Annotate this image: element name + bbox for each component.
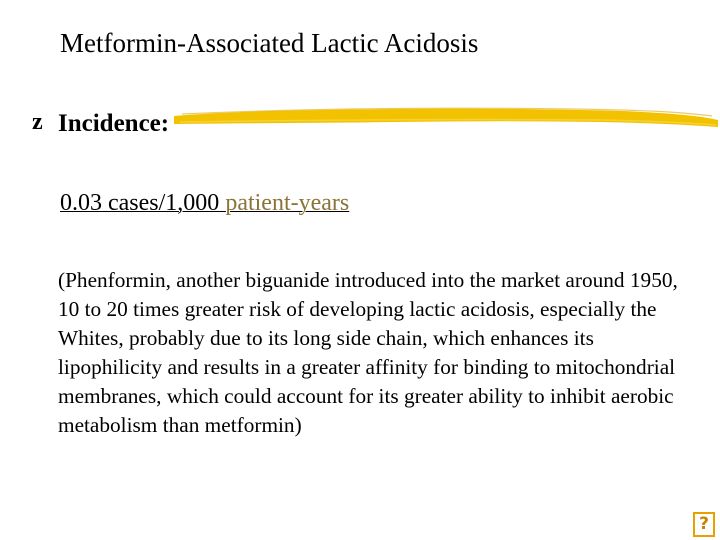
patient-years-link[interactable]: patient-years [225,190,350,216]
bullet-label: Incidence: [58,110,170,137]
stat-value: 0.03 cases/1,000 [60,190,226,216]
help-button[interactable] [693,512,715,537]
help-icon: ? [699,514,709,534]
yellow-brush-stroke [172,100,720,134]
slide-title: Metformin-Associated Lactic Acidosis [60,28,479,58]
z-bullet-icon: z [32,109,43,135]
incidence-stat [60,190,349,217]
phenformin-note: (Phenformin, another biguanide introduced into the market around 1950, 10 to 20 times greater risk of developing lactic acidosis, especially the Whites, probably due to its long side chain, which enhances its lipophilicity and results in a greater affinity for binding to mitochondrial membranes, which could account for its greater ability to inhibit aerobic metabolism than metformin) [58,268,678,437]
